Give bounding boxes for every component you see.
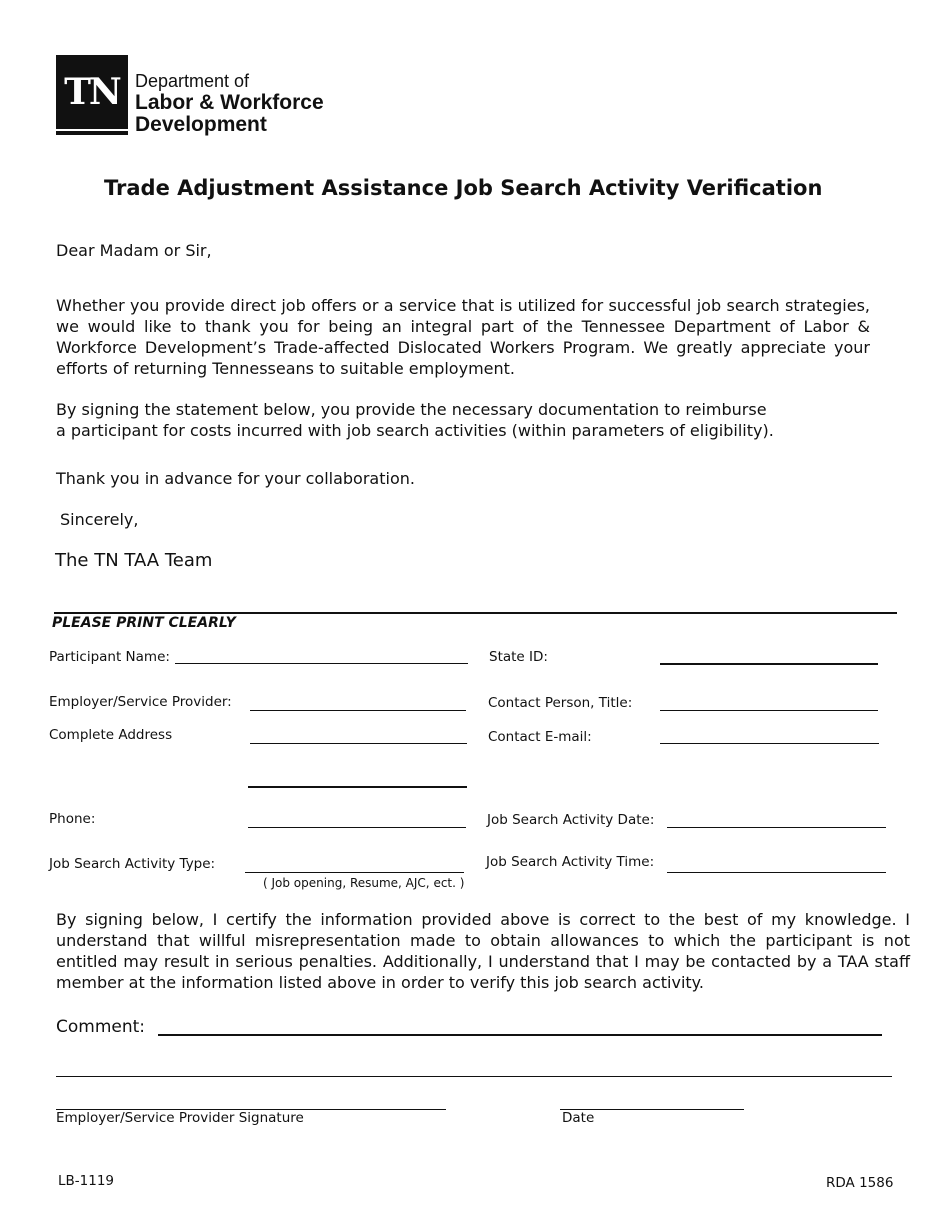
participant-name-label: Participant Name: (49, 649, 170, 665)
letter-paragraph-1: Whether you provide direct job offers or a service that is utilized for successful job search strategies, we would like to thank you for being an integral part of the Tennessee Department of Labor & Workforce Development’s Trade-affected Dislocated Workers Program. We greatly appreciate your efforts of returning Tennesseans to suitable employment. (56, 296, 870, 378)
logo-underline (56, 131, 128, 135)
comment-field-line-1[interactable] (158, 1034, 882, 1036)
contact-person-label: Contact Person, Title: (488, 695, 633, 711)
activity-type-label: Job Search Activity Type: (49, 856, 216, 872)
activity-time-label: Job Search Activity Time: (486, 854, 655, 870)
logo-line-2: Labor & Workforce (135, 91, 324, 114)
contact-email-label: Contact E-mail: (488, 729, 592, 745)
comment-label: Comment: (56, 1017, 146, 1037)
comment-field-line-2[interactable] (56, 1076, 892, 1077)
print-clearly-notice: PLEASE PRINT CLEARLY (52, 615, 236, 631)
address-field-line-2[interactable] (248, 786, 467, 788)
tn-logo-mark: TN (56, 55, 128, 129)
activity-type-field[interactable] (245, 872, 464, 873)
phone-field[interactable] (248, 827, 466, 828)
contact-person-field[interactable] (660, 710, 878, 711)
date-label: Date (562, 1110, 595, 1126)
letter-signature: The TN TAA Team (55, 550, 213, 571)
address-field-line-1[interactable] (250, 743, 467, 744)
activity-time-field[interactable] (667, 872, 886, 873)
activity-date-label: Job Search Activity Date: (487, 812, 655, 828)
state-id-label: State ID: (489, 649, 548, 665)
letter-paragraph-2-line-2: a participant for costs incurred with job search activities (within parameters of eligibility). (56, 421, 774, 440)
employer-label: Employer/Service Provider: (49, 694, 232, 710)
salutation: Dear Madam or Sir, (56, 241, 212, 260)
closing: Sincerely, (60, 510, 139, 529)
letter-paragraph-2-line-1: By signing the statement below, you provide the necessary documentation to reimburse (56, 400, 767, 419)
employer-field[interactable] (250, 710, 466, 711)
page-title: Trade Adjustment Assistance Job Search Activity Verification (104, 176, 823, 200)
form-top-rule (54, 612, 897, 614)
phone-label: Phone: (49, 811, 96, 827)
state-id-field[interactable] (660, 663, 878, 665)
thanks-line: Thank you in advance for your collaboration. (56, 469, 415, 488)
form-number: LB-1119 (58, 1173, 115, 1189)
logo-line-3: Development (135, 113, 267, 136)
activity-type-hint: ( Job opening, Resume, AJC, ect. ) (263, 876, 465, 890)
participant-name-field[interactable] (175, 663, 468, 664)
signature-label: Employer/Service Provider Signature (56, 1110, 304, 1126)
activity-date-field[interactable] (667, 827, 886, 828)
rda-number: RDA 1586 (826, 1175, 894, 1191)
contact-email-field[interactable] (660, 743, 879, 744)
address-label: Complete Address (49, 727, 173, 743)
logo-line-1: Department of (135, 71, 250, 91)
certification-statement: By signing below, I certify the information provided above is correct to the best of my knowledge. I understand that willful misrepresentation made to obtain allowances to which the participant is not entitled may result in serious penalties. Additionally, I understand that I may be contacted by a TAA staff member at the information listed above in order to verify this job search activity. (56, 910, 910, 992)
department-logo-text (135, 70, 324, 136)
